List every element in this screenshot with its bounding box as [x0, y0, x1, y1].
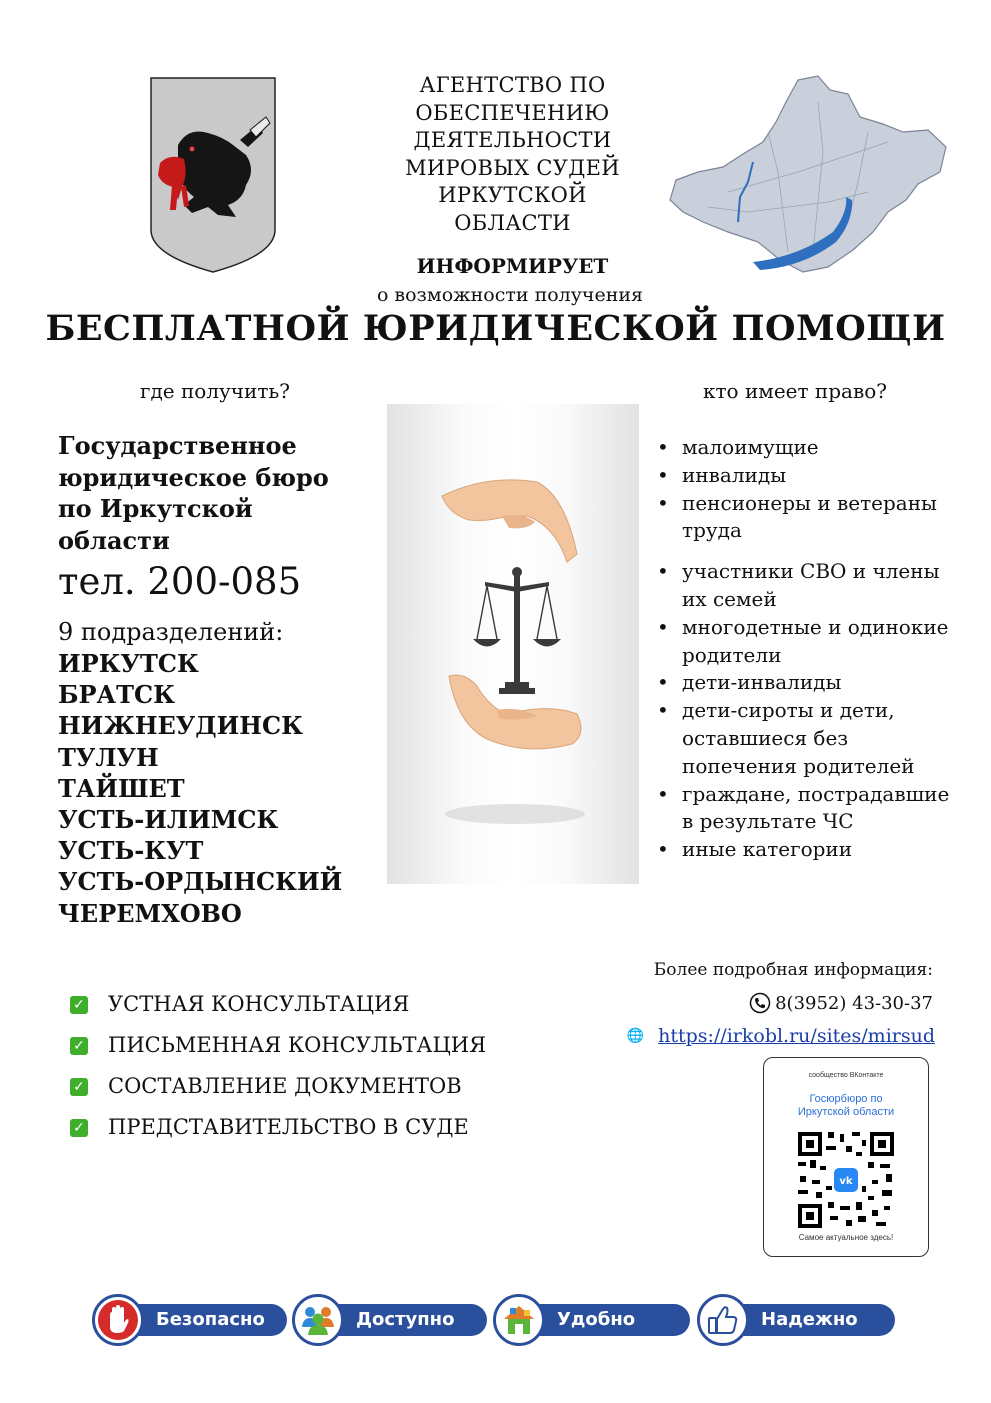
bureau-name: Государственное юридическое бюро по Иркутской области [58, 431, 329, 555]
list-item: • малоимущие [653, 434, 953, 462]
list-item: • инвалиды [653, 462, 953, 490]
list-item: • пенсионеры и ветераны труда [653, 490, 953, 546]
list-item: • дети-сироты и дети, оставшиеся без попечения родителей [653, 697, 953, 780]
bureau-phone: тел. 200-085 [58, 560, 302, 603]
hands-scales-icon [387, 404, 639, 884]
region-map [668, 72, 953, 277]
globe-icon: 🌐 [626, 1028, 645, 1044]
phone-icon [749, 992, 771, 1014]
list-item: ИРКУТСК [58, 649, 199, 678]
website-link[interactable]: https://irkobl.ru/sites/mirsud [658, 1025, 935, 1047]
justice-illustration [387, 404, 639, 884]
check-icon: ✓ [70, 996, 88, 1014]
badge-convenient: Удобно [493, 1294, 690, 1346]
contact-phone: 8(3952) 43-30-37 [749, 992, 933, 1014]
check-icon: ✓ [70, 1037, 88, 1055]
check-icon: ✓ [70, 1078, 88, 1096]
list-item: УСТЬ-ОРДЫНСКИЙ [58, 867, 343, 897]
coat-of-arms-emblem [148, 75, 278, 275]
eligibility-list [653, 434, 953, 864]
contact-url [627, 1025, 935, 1047]
house-icon [496, 1297, 542, 1343]
list-item: ✓ УСТНАЯ КОНСУЛЬТАЦИЯ [68, 984, 486, 1025]
list-item: НИЖНЕУДИНСК [58, 711, 303, 741]
list-item: ✓ СОСТАВЛЕНИЕ ДОКУМЕНТОВ [68, 1066, 486, 1107]
thumbs-up-icon [700, 1297, 746, 1343]
badge-accessible: Доступно [292, 1294, 487, 1346]
who-question: кто имеет право? [702, 379, 888, 403]
list-item: • участники СВО и члены их семей [653, 558, 953, 614]
list-item: УСТЬ-КУТ [58, 836, 204, 866]
agency-name: АГЕНТСТВО ПО ОБЕСПЕЧЕНИЮ ДЕЯТЕЛЬНОСТИ МИРОВЫХ СУДЕЙ ИРКУТСКОЙ ОБЛАСТИ [405, 73, 620, 235]
possibility-subheading: о возможности получения [376, 284, 644, 306]
check-icon: ✓ [70, 1119, 88, 1137]
subdivisions-label: 9 подразделений: [58, 618, 284, 646]
where-question: где получить? [139, 379, 291, 403]
people-icon [295, 1297, 341, 1343]
list-item: ЧЕРЕМХОВО [58, 898, 242, 928]
qr-card [763, 1057, 929, 1257]
hand-stop-icon [95, 1297, 141, 1343]
services-list [68, 984, 486, 1148]
qr-caption-bottom: Самое актуальное здесь! [798, 1233, 894, 1242]
list-item: ТУЛУН [58, 742, 159, 772]
badge-reliable: Надежно [697, 1294, 895, 1346]
qr-caption-top: сообщество ВКонтакте [808, 1072, 884, 1079]
list-item: • иные категории [653, 836, 953, 864]
list-item: • многодетные и одинокие родители [653, 614, 953, 670]
list-item: ✓ ПРЕДСТАВИТЕЛЬСТВО В СУДЕ [68, 1107, 486, 1148]
svg-text:vk: vk [839, 1176, 853, 1187]
list-item: ТАЙШЕТ [58, 773, 185, 803]
list-item: • граждане, пострадавшие в результате ЧС [653, 781, 953, 837]
more-info-label: Более подробная информация: [653, 960, 933, 980]
list-item: БРАТСК [58, 680, 175, 710]
qr-community-name: Госюрбюро по Иркутской области [797, 1093, 895, 1118]
qr-code-icon[interactable] [796, 1130, 896, 1230]
list-item: • дети-инвалиды [653, 669, 953, 697]
badge-safe: Безопасно [92, 1294, 287, 1346]
list-item: УСТЬ-ИЛИМСК [58, 805, 279, 835]
list-item: ✓ ПИСЬМЕННАЯ КОНСУЛЬТАЦИЯ [68, 1025, 486, 1066]
informs-heading: ИНФОРМИРУЕТ [416, 254, 609, 278]
city-list [58, 648, 342, 929]
page-title: БЕСПЛАТНОЙ ЮРИДИЧЕСКОЙ ПОМОЩИ [45, 308, 946, 349]
